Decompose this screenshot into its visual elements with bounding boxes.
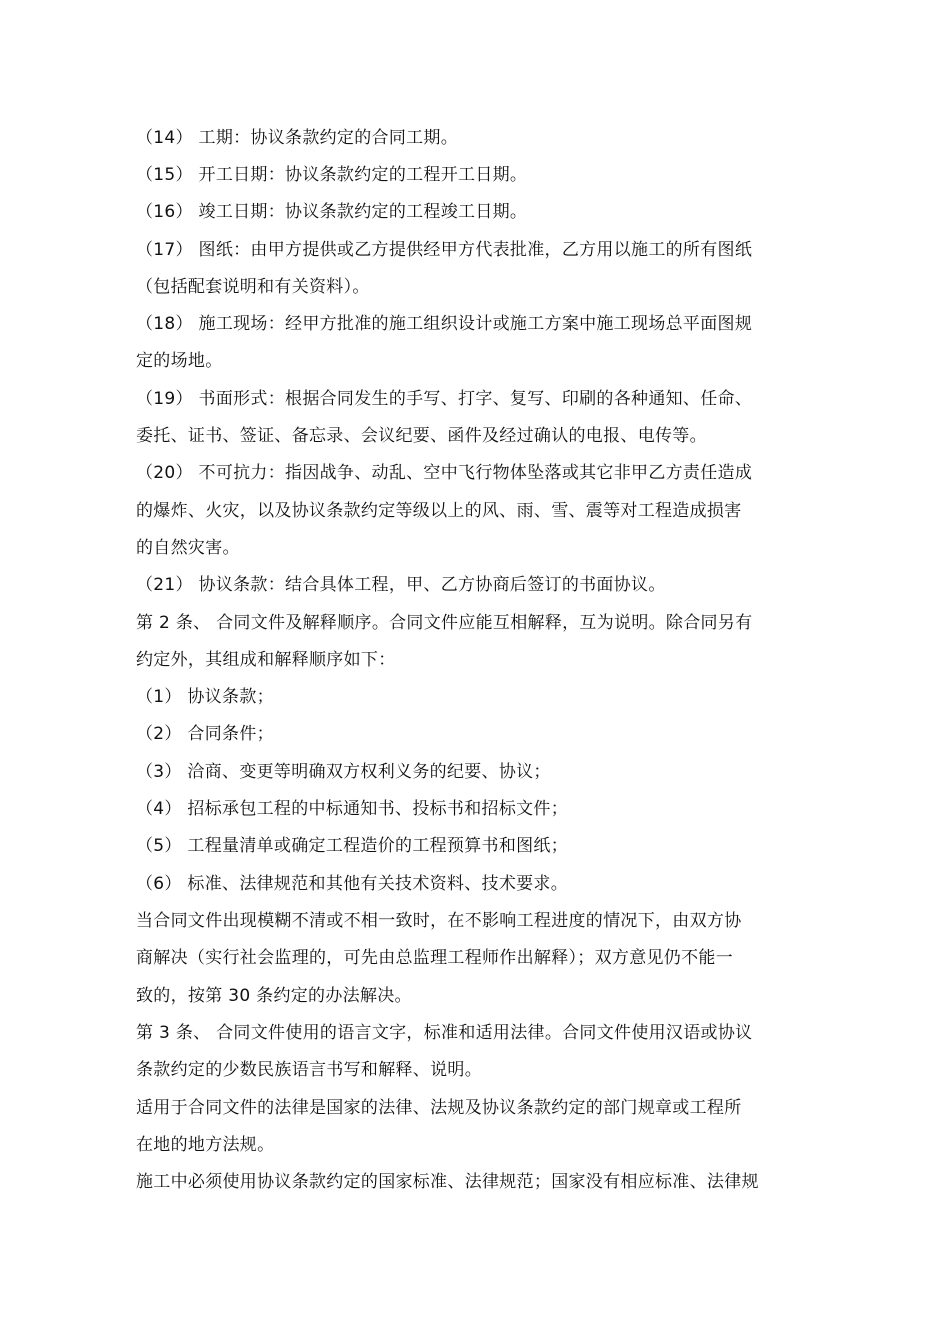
text-line: 当合同文件出现模糊不清或不相一致时，在不影响工程进度的情况下，由双方协	[136, 911, 742, 931]
text-line: 商解决（实行社会监理的，可先由总监理工程师作出解释）；双方意见仍不能一	[136, 948, 733, 968]
text-line: （14） 工期：协议条款约定的合同工期。	[136, 128, 459, 148]
text-line: （18） 施工现场：经甲方批准的施工组织设计或施工方案中施工现场总平面图规	[136, 314, 753, 334]
text-line: 施工中必须使用协议条款约定的国家标准、法律规范；国家没有相应标准、法律规	[136, 1172, 759, 1192]
text-line: （2） 合同条件；	[136, 724, 274, 744]
text-line: （17） 图纸：由甲方提供或乙方提供经甲方代表批准，乙方用以施工的所有图纸	[136, 240, 753, 260]
text-line: 定的场地。	[136, 351, 223, 371]
text-line: （20） 不可抗力：指因战争、动乱、空中飞行物体坠落或其它非甲乙方责任造成	[136, 463, 753, 483]
text-line: （3） 洽商、变更等明确双方权利义务的纪要、协议；	[136, 762, 551, 782]
text-line: （15） 开工日期：协议条款约定的工程开工日期。	[136, 165, 528, 185]
text-line: 约定外，其组成和解释顺序如下：	[136, 650, 396, 670]
text-line: 第 3 条、 合同文件使用的语言文字，标准和适用法律。合同文件使用汉语或协议	[136, 1023, 753, 1043]
text-line: 致的，按第 30 条约定的办法解决。	[136, 986, 412, 1006]
text-line: （21） 协议条款：结合具体工程，甲、乙方协商后签订的书面协议。	[136, 575, 666, 595]
text-line: （包括配套说明和有关资料）。	[136, 277, 370, 297]
text-line: 条款约定的少数民族语言书写和解释、说明。	[136, 1060, 482, 1080]
text-line: 适用于合同文件的法律是国家的法律、法规及协议条款约定的部门规章或工程所	[136, 1098, 742, 1118]
text-line: 委托、证书、签证、备忘录、会议纪要、函件及经过确认的电报、电传等。	[136, 426, 707, 446]
text-line: （5） 工程量清单或确定工程造价的工程预算书和图纸；	[136, 836, 569, 856]
text-line: 第 2 条、 合同文件及解释顺序。合同文件应能互相解释，互为说明。除合同另有	[136, 613, 753, 633]
text-line: （1） 协议条款；	[136, 687, 274, 707]
text-line: （19） 书面形式：根据合同发生的手写、打字、复写、印刷的各种通知、任命、	[136, 389, 753, 409]
text-line: （6） 标准、法律规范和其他有关技术资料、技术要求。	[136, 874, 569, 894]
text-line: （4） 招标承包工程的中标通知书、投标书和招标文件；	[136, 799, 569, 819]
text-line: 的自然灾害。	[136, 538, 240, 558]
text-line: （16） 竣工日期：协议条款约定的工程竣工日期。	[136, 202, 528, 222]
text-line: 在地的地方法规。	[136, 1135, 275, 1155]
text-line: 的爆炸、火灾，以及协议条款约定等级以上的风、雨、雪、震等对工程造成损害	[136, 501, 742, 521]
